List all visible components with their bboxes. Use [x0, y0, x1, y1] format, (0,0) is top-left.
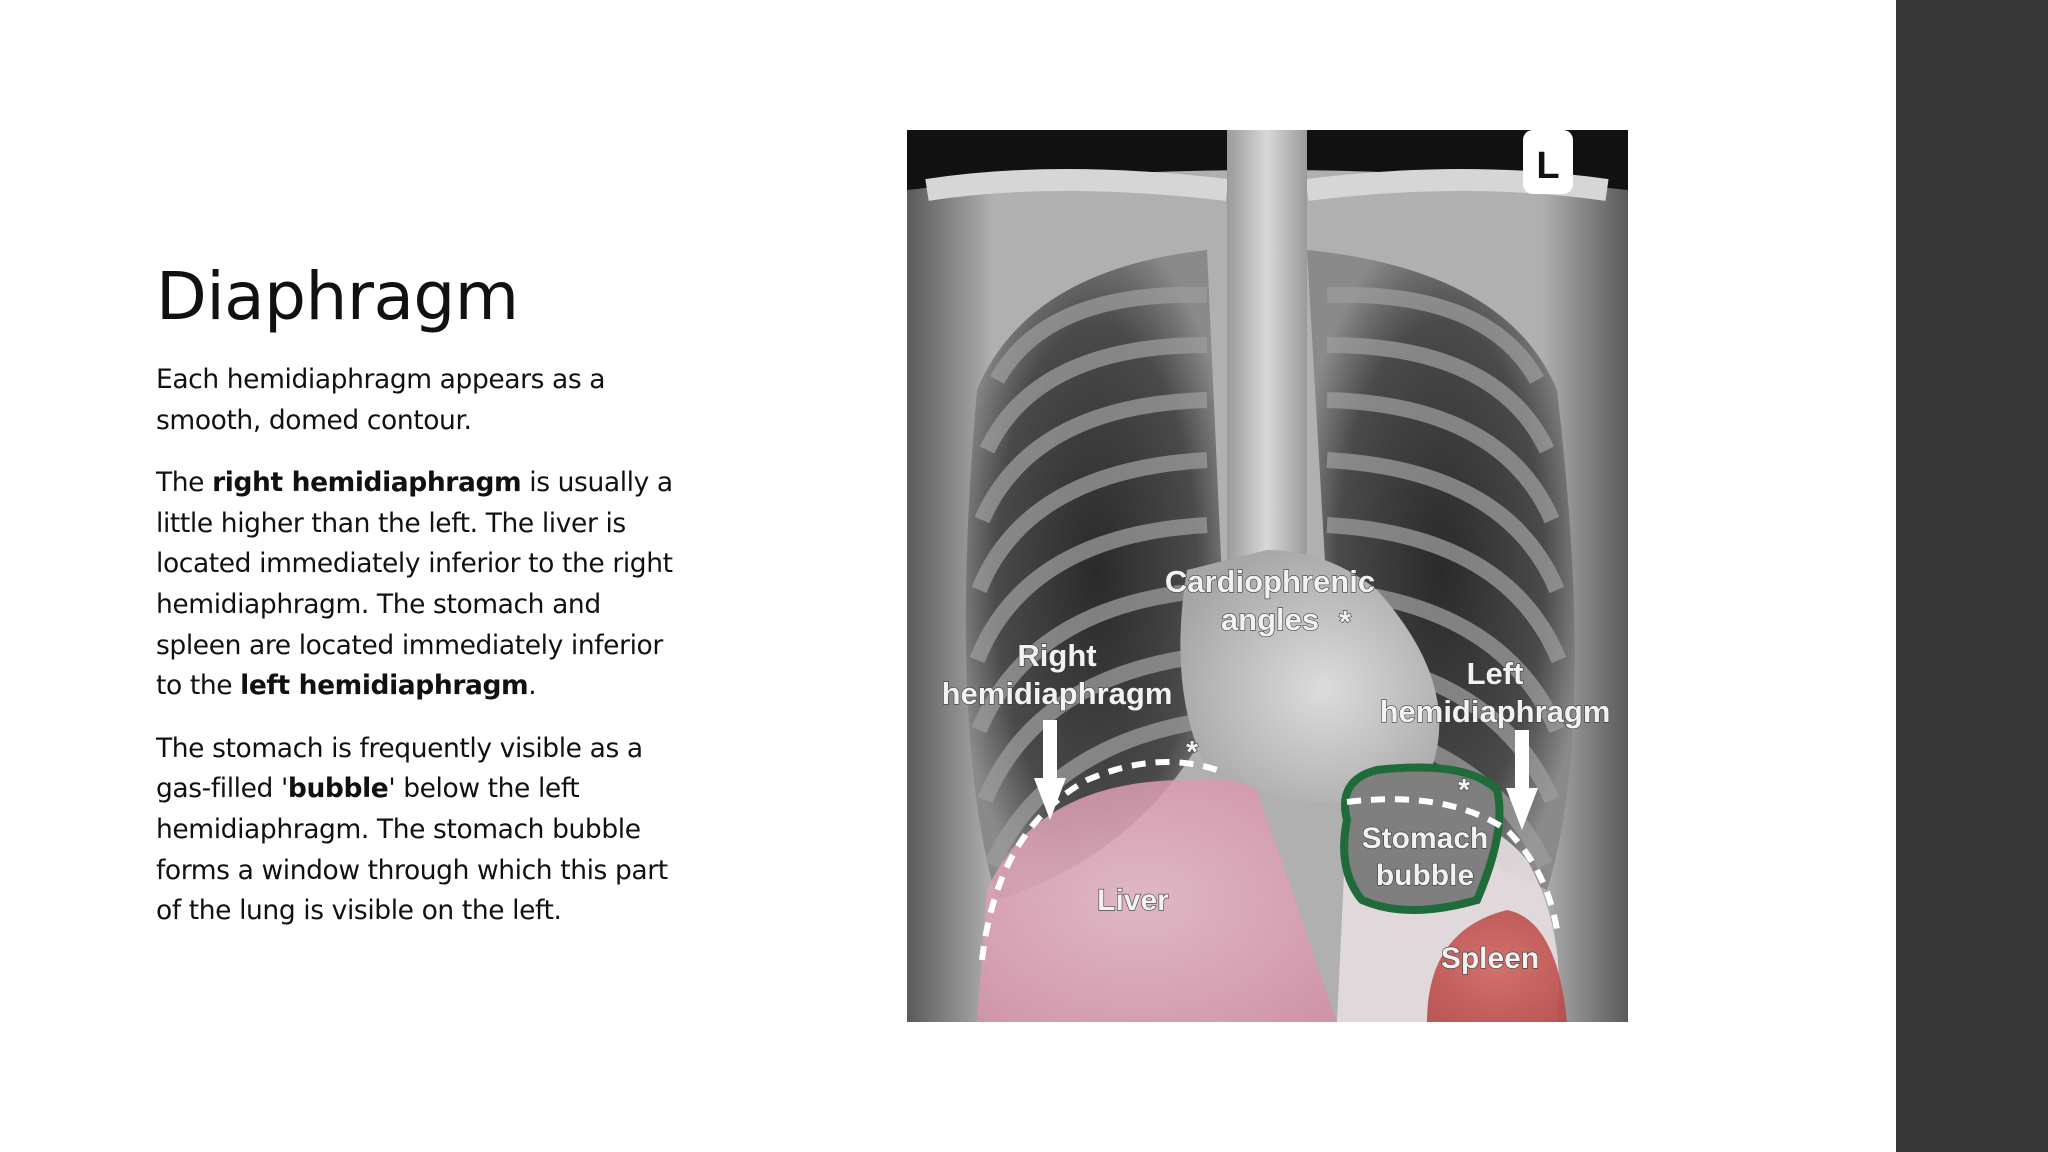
paragraph-2-bold-a: right hemidiaphragm	[212, 467, 522, 499]
asterisk-cardiophrenic: *	[1338, 604, 1352, 639]
paragraph-2-text-c: .	[528, 670, 537, 702]
label-cardiophrenic-2: angles	[1220, 602, 1320, 637]
asterisk-right: *	[1185, 734, 1199, 769]
label-stomach-1: Stomach	[1361, 822, 1489, 855]
right-side-bar	[1896, 0, 2048, 1152]
paragraph-3-text-b: ' below the left hemidiaphragm. The stomach bubble forms a window through which this part of the lung is visible on the left.	[156, 773, 668, 927]
paragraph-1: Each hemidiaphragm appears as a smooth, domed contour.	[156, 364, 606, 436]
slide-body	[156, 360, 676, 954]
label-right-1: Right	[1017, 638, 1097, 673]
paragraph-2-text-a: The	[156, 467, 213, 499]
paragraph-2-bold-b: left hemidiaphragm	[240, 670, 529, 702]
l-marker: L	[1536, 145, 1560, 187]
label-liver: Liver	[1097, 884, 1169, 917]
label-stomach-2: bubble	[1375, 859, 1475, 892]
label-cardiophrenic-1: Cardiophrenic	[1164, 564, 1376, 599]
label-left-1: Left	[1466, 656, 1524, 691]
paragraph-2	[156, 463, 676, 707]
asterisk-left: *	[1457, 772, 1471, 807]
chest-xray-image	[907, 130, 1628, 1022]
paragraph-3-bold-a: bubble	[287, 773, 389, 805]
paragraph-2-text-b: is usually a little higher than the left. The liver is located immediately inferior to the right hemidiaphragm. The stomach and spleen are located immediately inferior to the	[156, 467, 673, 702]
slide-title: Diaphragm	[156, 258, 519, 335]
label-left-2: hemidiaphragm	[1379, 694, 1611, 729]
label-spleen: Spleen	[1440, 942, 1540, 975]
chest-xray-illustration	[907, 130, 1628, 1022]
paragraph-3-text-a: The stomach is frequently visible as a gas-filled '	[156, 732, 643, 805]
right-clavicle	[927, 180, 1227, 190]
paragraph-3	[156, 729, 676, 932]
label-right-2: hemidiaphragm	[941, 676, 1173, 711]
